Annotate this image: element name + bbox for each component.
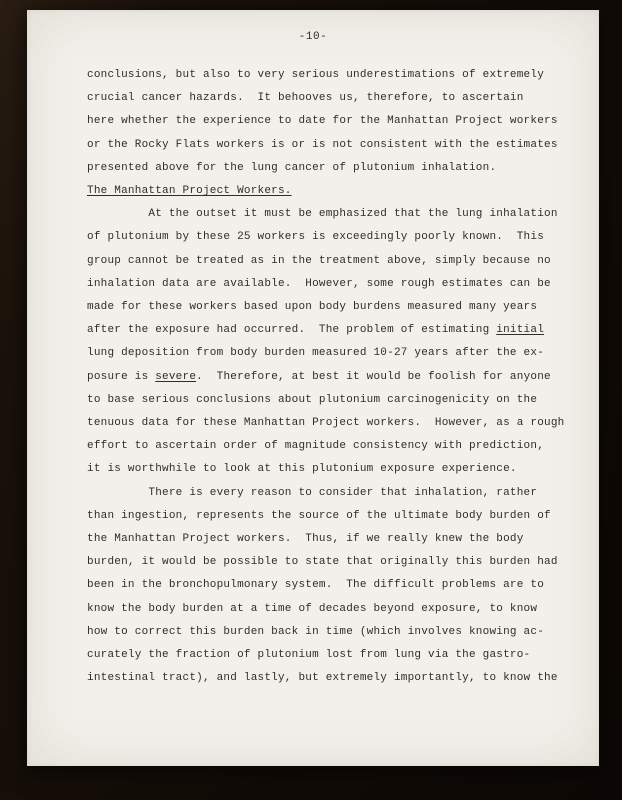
underlined-heading: The Manhattan Project Workers.	[87, 185, 292, 198]
text-segment: group cannot be treated as in the treatment above, simply because no	[87, 254, 551, 267]
underlined-word: initial	[496, 324, 545, 337]
document-body	[87, 64, 599, 690]
text-line	[87, 250, 599, 273]
text-segment: been in the bronchopulmonary system. The difficult problems are to	[87, 579, 545, 592]
text-line	[87, 342, 599, 365]
text-segment: of plutonium by these 25 workers is exceedingly poorly known. This	[87, 231, 545, 244]
text-line	[87, 551, 599, 574]
text-segment: curately the fraction of plutonium lost from lung via the gastro-	[87, 649, 531, 662]
text-line	[87, 273, 599, 296]
text-segment: here whether the experience to date for the Manhattan Project workers	[87, 115, 558, 128]
text-line	[87, 505, 599, 528]
text-line	[87, 226, 599, 249]
text-segment: conclusions, but also to very serious underestimations of extremely	[87, 69, 545, 81]
text-segment: than ingestion, represents the source of the ultimate body burden of	[87, 509, 551, 522]
text-line	[87, 203, 599, 226]
text-segment: presented above for the lung cancer of plutonium inhalation.	[87, 161, 497, 174]
text-line	[87, 644, 599, 667]
section-heading	[87, 180, 599, 203]
text-line	[87, 157, 599, 180]
text-line	[87, 574, 599, 597]
text-line	[87, 667, 599, 690]
underlined-word: severe	[155, 370, 197, 383]
text-segment: tenuous data for these Manhattan Project workers. However, as a rough	[87, 417, 565, 430]
text-segment: the Manhattan Project workers. Thus, if we really knew the body	[87, 533, 524, 546]
page-number: -10-	[298, 31, 328, 43]
text-line	[87, 87, 599, 110]
text-segment: how to correct this burden back in time (which involves knowing ac-	[87, 625, 545, 638]
text-segment: burden, it would be possible to state that originally this burden had	[87, 556, 558, 569]
text-segment: . Therefore, at best it would be foolish for anyone	[196, 370, 551, 383]
text-segment: lung deposition from body burden measured 10-27 years after the ex-	[87, 347, 545, 360]
text-line	[87, 64, 599, 87]
text-segment: intestinal tract), and lastly, but extremely importantly, to know the	[87, 672, 558, 685]
text-line	[87, 621, 599, 644]
text-line	[87, 366, 599, 389]
text-line	[87, 435, 599, 458]
text-line	[87, 134, 599, 157]
text-segment: after the exposure had occurred. The problem of estimating	[87, 324, 497, 337]
text-line	[87, 458, 599, 481]
text-line	[87, 412, 599, 435]
text-segment: crucial cancer hazards. It behooves us, therefore, to ascertain	[87, 92, 524, 105]
text-segment: to base serious conclusions about plutonium carcinogenicity on the	[87, 393, 538, 406]
text-segment: effort to ascertain order of magnitude consistency with prediction,	[87, 440, 545, 453]
text-line	[87, 296, 599, 319]
text-line	[87, 528, 599, 551]
text-line	[87, 389, 599, 412]
text-line	[87, 110, 599, 133]
text-line	[87, 319, 599, 342]
text-segment: made for these workers based upon body burdens measured many years	[87, 301, 538, 314]
text-segment: know the body burden at a time of decades beyond exposure, to know	[87, 602, 538, 615]
document-page	[27, 10, 599, 766]
text-segment: it is worthwhile to look at this plutonium exposure experience.	[87, 463, 517, 476]
text-segment: posure is	[87, 370, 156, 383]
text-segment: or the Rocky Flats workers is or is not consistent with the estimates	[87, 138, 558, 151]
text-segment: There is every reason to consider that inhalation, rather	[87, 486, 538, 499]
text-segment: inhalation data are available. However, some rough estimates can be	[87, 277, 551, 290]
text-line	[87, 482, 599, 505]
text-segment: At the outset it must be emphasized that the lung inhalation	[87, 208, 558, 221]
text-line	[87, 598, 599, 621]
